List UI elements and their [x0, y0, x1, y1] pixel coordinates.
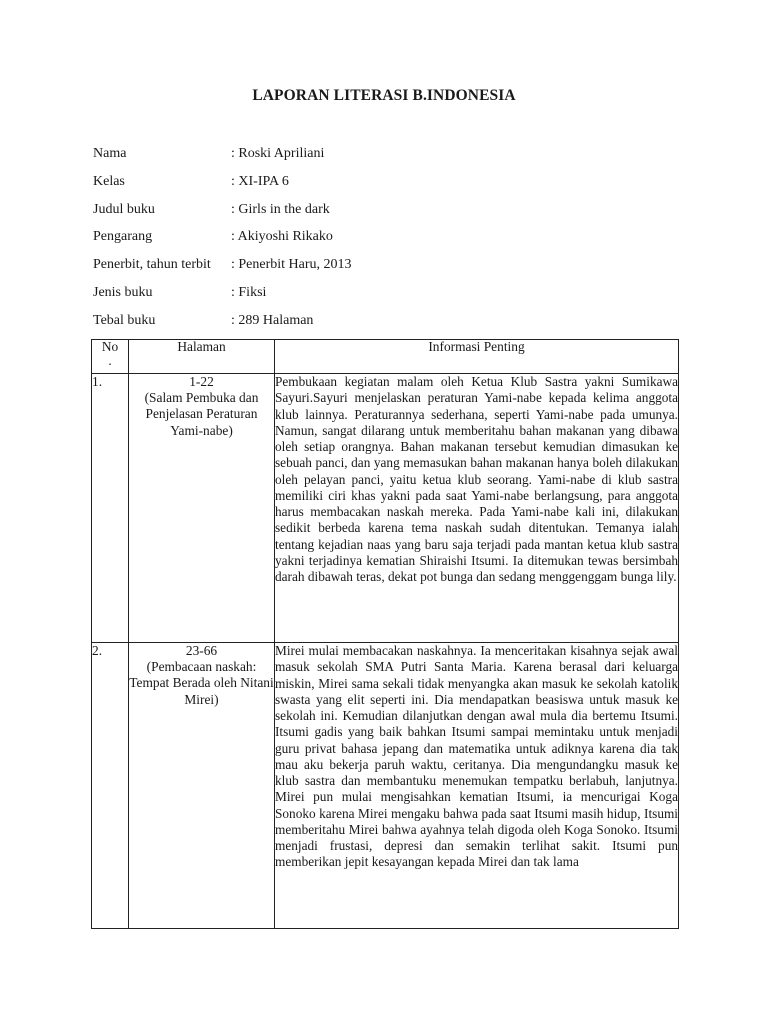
- book-info: [93, 145, 683, 340]
- meta-value: : XI-IPA 6: [231, 173, 289, 189]
- header-halaman: Halaman: [129, 340, 275, 374]
- meta-label: Judul buku: [93, 201, 155, 217]
- meta-row-nama: [93, 145, 683, 173]
- important-info: Pembukaan kegiatan malam oleh Ketua Klub Sastra yakni Sumikawa Sayuri.Sayuri menjelaskan peraturan Yami-nabe kepada kelima anggota klub lainnya. Peraturannya sederhana, seperti Yami-nabe pada umunya. Namun, sangat dilarang untuk memberitahu bahan makanan yang dibawa oleh setiap orangnya. Bahan makanan tersebut kemudian dimasukan ke sebuah panci, dan yang memasukan bahan makanan hanya boleh dilakukan oleh pelayan panci, yaitu ketua klub seorang. Yami-nabe di klub sastra memiliki ciri khas yakni pada saat Yami-nabe berlangsung, para anggota harus membacakan naskah mereka. Pada Yami-nabe kali ini, dilakukan sedikit berbeda karena tema naskah sudah ditentukan. Temanya ialah tentang kejadian naas yang baru saja terjadi pada mantan ketua klub sastra yakni terjadinya kematian Shiraishi Itsumi. Ia ditemukan tewas bersimbah darah dibawah teras, dekat pot bunga dan sedang menggenggam bunga lily.: [275, 374, 679, 643]
- meta-value: : Fiksi: [231, 284, 267, 300]
- meta-value: : 289 Halaman: [231, 312, 314, 328]
- table-header-row: [92, 340, 679, 374]
- header-no-dot: .: [108, 353, 112, 368]
- page-range: 1-22: [189, 374, 214, 389]
- page-range-cell: [129, 374, 275, 643]
- meta-row-pengarang: [93, 228, 683, 256]
- header-informasi: Informasi Penting: [275, 340, 679, 374]
- literacy-table: [91, 339, 679, 929]
- meta-value: : Penerbit Haru, 2013: [231, 257, 352, 273]
- table-row: [92, 643, 679, 929]
- meta-label: Pengarang: [93, 229, 153, 245]
- meta-value: : Akiyoshi Rikako: [231, 229, 333, 245]
- meta-label: Jenis buku: [93, 284, 153, 300]
- meta-label: Kelas: [93, 173, 125, 189]
- meta-row-kelas: [93, 173, 683, 201]
- important-info: Mirei mulai membacakan naskahnya. Ia menceritakan kisahnya sejak awal masuk sekolah SMA Putri Santa Maria. Karena berasal dari keluarga miskin, Mirei sama sekali tidak menyangka akan masuk ke sekolah katolik swasta yang elit seperti ini. Dia mendapatkan beasiswa untuk masuk ke sekolah ini. Kemudian dilanjutkan dengan awal mula dia bertemu Itsumi. Itsumi gadis yang baik bahkan Itsumi sampai memintaku untuk menjadi guru privat bahasa jepang dan matematika untuk adiknya karena dia tak mau aku bekerja paruh waktu, ceritanya. Dia mengundangku masuk ke klub sastra dan membantuku menemukan tempatku berlabuh, lanjutnya. Mirei pun mulai mengisahkan kematian Itsumi, ia mencurigai Koga Sonoko karena Mirei mengaku bahwa pada saat Itsumi masih hidup, Itsumi memberitahu Mirei bahwa ayahnya telah digoda oleh Koga Sonoko. Itsumi menjadi frustasi, depresi dan semakin terlihat sakit. Itsumi pun memberikan jepit kesayangan kepada Mirei dan tak lama: [275, 643, 679, 929]
- meta-label: Nama: [93, 146, 127, 161]
- meta-row-tebal-buku: [93, 312, 683, 340]
- meta-label: Tebal buku: [93, 312, 156, 328]
- meta-row-penerbit: [93, 256, 683, 284]
- meta-row-jenis-buku: [93, 284, 683, 312]
- table-row: [92, 374, 679, 643]
- row-number: 1.: [92, 374, 129, 643]
- meta-value: : Roski Apriliani: [231, 146, 325, 161]
- document-title: LAPORAN LITERASI B.INDONESIA: [252, 87, 516, 104]
- page-range: 23-66: [185, 643, 218, 658]
- meta-row-judul-buku: [93, 201, 683, 229]
- meta-value: : Girls in the dark: [231, 201, 330, 217]
- page-range-cell: [129, 643, 275, 929]
- header-no-label: No: [101, 339, 119, 354]
- row-number: 2.: [92, 643, 129, 929]
- header-no: [92, 340, 129, 374]
- section-description: (Pembacaan naskah: Tempat Berada oleh Nitani Mirei): [129, 659, 274, 707]
- section-description: (Salam Pembuka dan Penjelasan Peraturan Yami-nabe): [144, 390, 259, 438]
- meta-label: Penerbit, tahun terbit: [93, 257, 211, 273]
